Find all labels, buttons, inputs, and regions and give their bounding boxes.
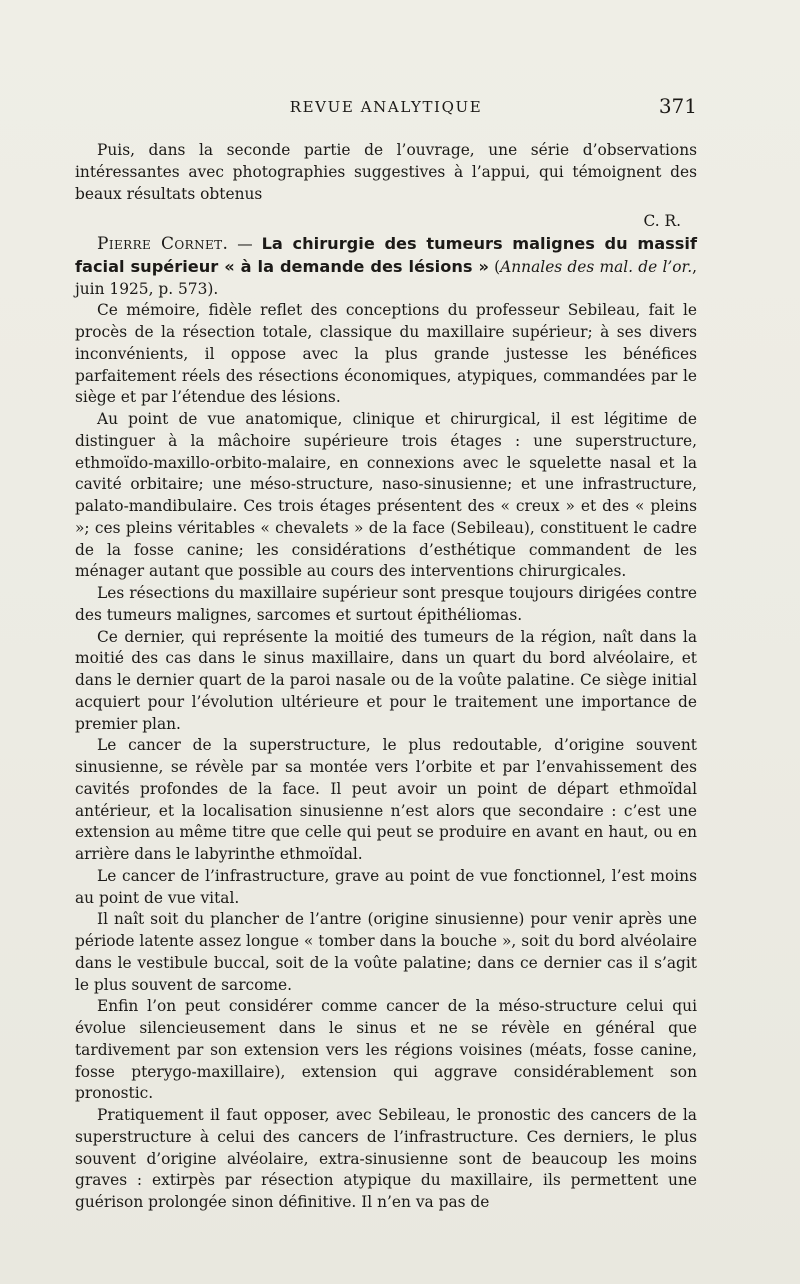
paragraph-superstructure: Le cancer de la superstructure, le plus redoutable, d’origine souvent sinusienne, se révèle par sa montée vers l’orbite et par l’envahissement des cavités profondes de la face. Il peut avoir un point de départ ethmoïdal antérieur, et la localisation sinusienne n’est alors que secondaire : c’est une extension au même titre que celle qui peut se produire en avant en haut, ou en arrière dans le labyrinthe ethmoïdal. xyxy=(75,736,697,863)
paragraph-anatomie: Au point de vue anatomique, clinique et chirurgical, il est légitime de distinguer à la mâchoire supérieure trois étages : une superstructure, ethmoïdo-maxillo-orbito-malaire, en connexions avec le squelette nasal et la cavité orbitaire; une méso-structure, naso-sinusienne; et une infrastructure, palato-mandibulaire. Ces trois étages présentent des « creux » et des « pleins »; ces pleins véritables « chevalets » de la face (Sebileau), constituent le cadre de la fosse canine; les considérations d’esthétique commandent de les ménager autant que possible au cours des interventions chirurgicales. xyxy=(75,410,697,581)
article-title: La chirurgie des tumeurs malignes du massif facial supérieur « à la demande des lésions » xyxy=(75,234,697,276)
review-heading xyxy=(75,233,697,300)
page-number: 371 xyxy=(658,94,697,118)
article-author: Pierre Cornet. xyxy=(97,234,229,254)
paragraph-resections: Les résections du maxillaire supérieur sont presque toujours dirigées contre des tumeurs malignes, sarcomes et surtout épithéliomas. xyxy=(75,584,697,624)
running-title: REVUE ANALYTIQUE xyxy=(289,98,483,116)
journal-name: Annales des mal. de l’or. xyxy=(500,257,693,276)
paragraph-epitheliomas: Ce dernier, qui représente la moitié des tumeurs de la région, naît dans la moitié des cas dans le sinus maxillaire, dans un quart du bord alvéolaire, et dans le dernier quart de la paroi nasale ou de la voûte palatine. Ce siège initial acquiert pour l’évolution ultérieure et pour le traitement une importance de premier plan. xyxy=(75,627,697,733)
paragraph-memoire: Ce mémoire, fidèle reflet des conceptions du professeur Sebileau, fait le procès de la résection totale, classique du maxillaire supérieur; à ses divers inconvénients, il oppose avec la plus grande justesse les bénéfices parfaitement réels des résections économiques, atypiques, commandées par le siège et par l’étendue des lésions. xyxy=(75,301,697,407)
paragraph-origine: Il naît soit du plancher de l’antre (origine sinusienne) pour venir après une période latente assez longue « tomber dans la bouche », soit du bord alvéolaire dans le vestibule buccal, soit de la voûte palatine; dans ce dernier cas il s’agit le plus souvent de sarcome. xyxy=(75,910,697,994)
paragraph-pronostic: Pratiquement il faut opposer, avec Sebileau, le pronostic des cancers de la superstructure à celui des cancers de l’infrastructure. Ces derniers, le plus souvent d’origine alvéolaire, extra-sinusienne sont de beaucoup les moins graves : extirpès par résection atypique du maxillaire, ils permettent une guérison prolongée sinon définitive. Il n’en va pas de xyxy=(75,1106,697,1211)
review-closing-paragraph: Puis, dans la seconde partie de l’ouvrage, une série d’observations intéressantes avec photographies suggestives à l’appui, qui témoignent des beaux résultats obtenus xyxy=(75,141,697,203)
paragraph-infrastructure: Le cancer de l’infrastructure, grave au point de vue fonctionnel, l’est moins au point de vue vital. xyxy=(75,866,697,907)
running-head xyxy=(75,94,697,122)
reviewer-initials: C. R. xyxy=(643,212,681,231)
citation-open: ( xyxy=(488,257,501,276)
citation-details: , juin 1925, p. 573). xyxy=(75,257,697,298)
paragraph-meso-structure: Enfin l’on peut considérer comme cancer de la méso-structure celui qui évolue silencieusement dans le sinus et ne se révèle en général que tardivement par son extension vers les régions voisines (méats, fosse canine, fosse pterygo-maxillaire), extension qui aggrave considérablement son pronostic. xyxy=(75,997,697,1103)
heading-dash: — xyxy=(228,235,262,253)
body-text xyxy=(75,140,697,1214)
